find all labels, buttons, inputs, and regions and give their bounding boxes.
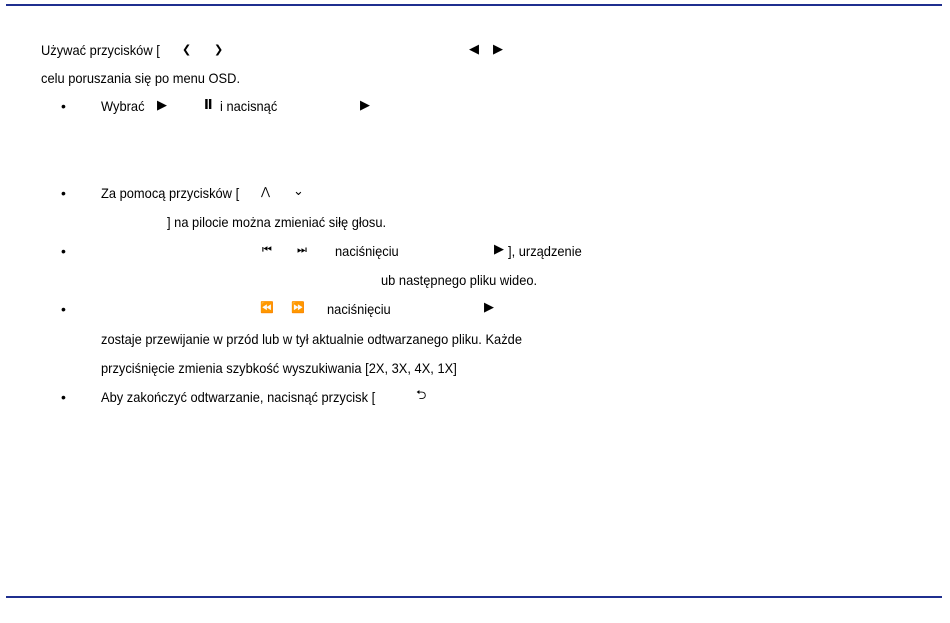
rewind-icon: ⏪ xyxy=(260,301,274,314)
skip-forward-icon: ⏭ xyxy=(297,243,307,256)
text-line-11: Aby zakończyć odtwarzanie, nacisnąć przycisk [ xyxy=(101,389,376,405)
text-line-9: zostaje przewijanie w przód lub w tył aktualnie odtwarzanego pliku. Każde xyxy=(101,331,522,347)
header-rule xyxy=(6,4,942,6)
play-icon: ▶ xyxy=(157,98,167,113)
footer-rule xyxy=(6,596,942,598)
skip-back-icon: ⏮ xyxy=(262,243,272,256)
bullet: • xyxy=(61,243,66,259)
text-line-5: ] na pilocie można zmieniać siłę głosu. xyxy=(167,214,387,230)
text-line-10: przyciśnięcie zmienia szybkość wyszukiwania [2X, 3X, 4X, 1X] xyxy=(101,360,457,376)
text-line-3a: Wybrać xyxy=(101,98,145,114)
return-arrow-icon: ⮌ xyxy=(416,388,427,403)
left-triangle-icon: ◀ xyxy=(469,42,479,57)
fast-forward-icon: ⏩ xyxy=(291,301,305,314)
text-line-1: Używać przycisków [ xyxy=(41,42,160,58)
text-line-2: celu poruszania się po menu OSD. xyxy=(41,70,241,86)
text-line-8: naciśnięciu xyxy=(327,301,391,317)
play-icon: ▶ xyxy=(360,98,370,113)
text-line-6b: ], urządzenie xyxy=(508,243,582,259)
down-chevron-icon: ⌄ xyxy=(293,184,304,199)
text-line-3b: i nacisnąć xyxy=(220,98,278,114)
play-icon: ▶ xyxy=(484,300,494,315)
bullet: • xyxy=(61,389,66,405)
play-icon: ▶ xyxy=(494,242,504,257)
left-chevron-icon: ❮ xyxy=(182,43,192,56)
text-line-4: Za pomocą przycisków [ xyxy=(101,185,240,201)
bullet: • xyxy=(61,301,66,317)
bullet: • xyxy=(61,98,66,114)
up-chevron-icon: ⋀ xyxy=(261,185,271,198)
right-chevron-icon: ❯ xyxy=(214,43,224,56)
text-line-7: ub następnego pliku wideo. xyxy=(381,272,538,288)
bullet: • xyxy=(61,185,66,201)
right-triangle-icon: ▶ xyxy=(493,42,503,57)
pause-icon: Ⅱ xyxy=(204,98,213,113)
text-line-6a: naciśnięciu xyxy=(335,243,399,259)
